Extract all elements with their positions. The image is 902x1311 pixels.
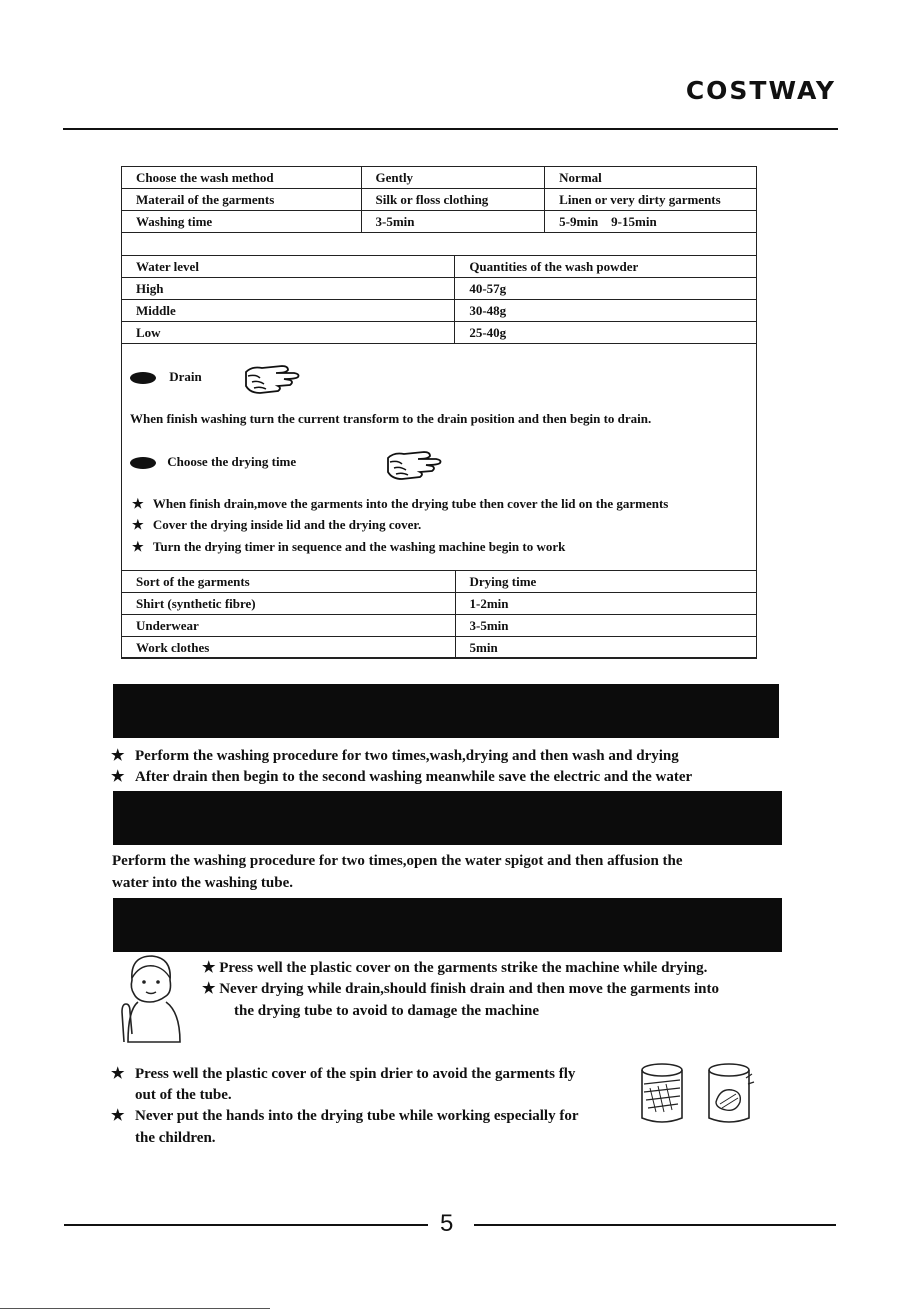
girl-pointing-icon bbox=[114, 950, 186, 1046]
table-gap bbox=[122, 233, 756, 255]
bullet-item: ★ Never put the hands into the drying tube while working especially for bbox=[111, 1106, 579, 1127]
table-cell: Shirt (synthetic fibre) bbox=[122, 593, 456, 615]
drying-time-table bbox=[121, 570, 757, 659]
footer-rule-left bbox=[64, 1224, 428, 1226]
spin-drier-tube-icon bbox=[636, 1060, 688, 1126]
bullet-item-continuation: the drying tube to avoid to damage the machine bbox=[234, 1003, 539, 1019]
wash-powder-table bbox=[121, 255, 757, 344]
page-number: 5 bbox=[440, 1210, 454, 1237]
table-cell: Gently bbox=[361, 167, 545, 189]
table-cell: Underwear bbox=[122, 615, 456, 637]
table-row bbox=[122, 615, 757, 637]
star-icon: ★ bbox=[202, 981, 216, 997]
drying-step: ★ Cover the drying inside lid and the drying cover. bbox=[132, 517, 422, 532]
table-cell: Choose the wash method bbox=[122, 167, 362, 189]
drain-text: When finish washing turn the current transform to the drain position and then begin to drain. bbox=[130, 411, 652, 426]
star-icon: ★ bbox=[132, 539, 144, 554]
drain-title: Drain bbox=[169, 369, 202, 384]
table-row bbox=[122, 278, 757, 300]
bullet-item-continuation: out of the tube. bbox=[135, 1087, 232, 1103]
table-row bbox=[122, 322, 757, 344]
table-cell: 1-2min bbox=[455, 593, 756, 615]
paragraph-line: water into the washing tube. bbox=[112, 875, 293, 891]
footer-hairline bbox=[0, 1308, 270, 1309]
table-row bbox=[122, 637, 757, 659]
star-icon: ★ bbox=[202, 960, 216, 976]
table-cell: Linen or very dirty garments bbox=[545, 189, 757, 211]
table-cell: Low bbox=[122, 322, 455, 344]
drain-heading bbox=[130, 369, 202, 385]
table-cell: Middle bbox=[122, 300, 455, 322]
brand-logo: COSTWAY bbox=[685, 76, 836, 105]
drying-title: Choose the drying time bbox=[167, 454, 297, 469]
pointing-hand-icon bbox=[242, 362, 304, 398]
table-cell: Materail of the garments bbox=[122, 189, 362, 211]
table-cell: Water level bbox=[122, 256, 455, 278]
table-cell: Sort of the garments bbox=[122, 571, 456, 593]
drying-step: ★ Turn the drying timer in sequence and the washing machine begin to work bbox=[132, 539, 566, 554]
footer-rule-right bbox=[474, 1224, 836, 1226]
pointing-hand-icon bbox=[384, 448, 446, 484]
table-cell: 25-40g bbox=[455, 322, 757, 344]
table-row bbox=[122, 211, 757, 233]
table-cell: 40-57g bbox=[455, 278, 757, 300]
table-cell: High bbox=[122, 278, 455, 300]
table-cell: Washing time bbox=[122, 211, 362, 233]
paragraph-line: Perform the washing procedure for two times,open the water spigot and then affusion the bbox=[112, 853, 683, 869]
instruction-box bbox=[121, 166, 757, 658]
table-cell: 5-9min 9-15min bbox=[545, 211, 757, 233]
bullet-item: ★ After drain then begin to the second washing meanwhile save the electric and the water bbox=[111, 767, 692, 788]
oval-bullet-icon bbox=[130, 372, 156, 384]
bullet-item: ★ Press well the plastic cover on the garments strike the machine while drying. bbox=[202, 960, 708, 976]
drying-heading bbox=[130, 454, 296, 470]
bullet-item: ★ Press well the plastic cover of the spin drier to avoid the garments fly bbox=[111, 1064, 575, 1085]
section-header-bar bbox=[113, 791, 782, 845]
drying-step: ★ When finish drain,move the garments into the drying tube then cover the lid on the garments bbox=[132, 496, 669, 511]
star-icon: ★ bbox=[132, 517, 144, 532]
star-icon: ★ bbox=[111, 769, 125, 785]
section-header-bar bbox=[113, 684, 779, 738]
table-cell: Normal bbox=[545, 167, 757, 189]
bullet-item: ★ Never drying while drain,should finish drain and then move the garments into bbox=[202, 981, 719, 997]
bullet-item: ★ Perform the washing procedure for two times,wash,drying and then wash and drying bbox=[111, 746, 679, 767]
bullet-item-continuation: the children. bbox=[135, 1130, 216, 1146]
table-cell: Drying time bbox=[455, 571, 756, 593]
table-cell: Work clothes bbox=[122, 637, 456, 659]
spin-drier-tube-icon bbox=[702, 1060, 756, 1126]
star-icon: ★ bbox=[111, 1066, 125, 1082]
table-cell: Quantities of the wash powder bbox=[455, 256, 757, 278]
star-icon: ★ bbox=[132, 496, 144, 511]
wash-method-table bbox=[121, 166, 757, 233]
section-header-bar bbox=[113, 898, 782, 952]
table-row bbox=[122, 593, 757, 615]
table-cell: 5min bbox=[455, 637, 756, 659]
table-cell: 3-5min bbox=[361, 211, 545, 233]
table-cell: Silk or floss clothing bbox=[361, 189, 545, 211]
table-row bbox=[122, 167, 757, 189]
star-icon: ★ bbox=[111, 748, 125, 764]
star-icon: ★ bbox=[111, 1108, 125, 1124]
table-row bbox=[122, 189, 757, 211]
table-cell: 3-5min bbox=[455, 615, 756, 637]
table-row bbox=[122, 571, 757, 593]
oval-bullet-icon bbox=[130, 457, 156, 469]
table-row bbox=[122, 256, 757, 278]
header-rule bbox=[63, 128, 838, 130]
table-cell: 30-48g bbox=[455, 300, 757, 322]
table-row bbox=[122, 300, 757, 322]
